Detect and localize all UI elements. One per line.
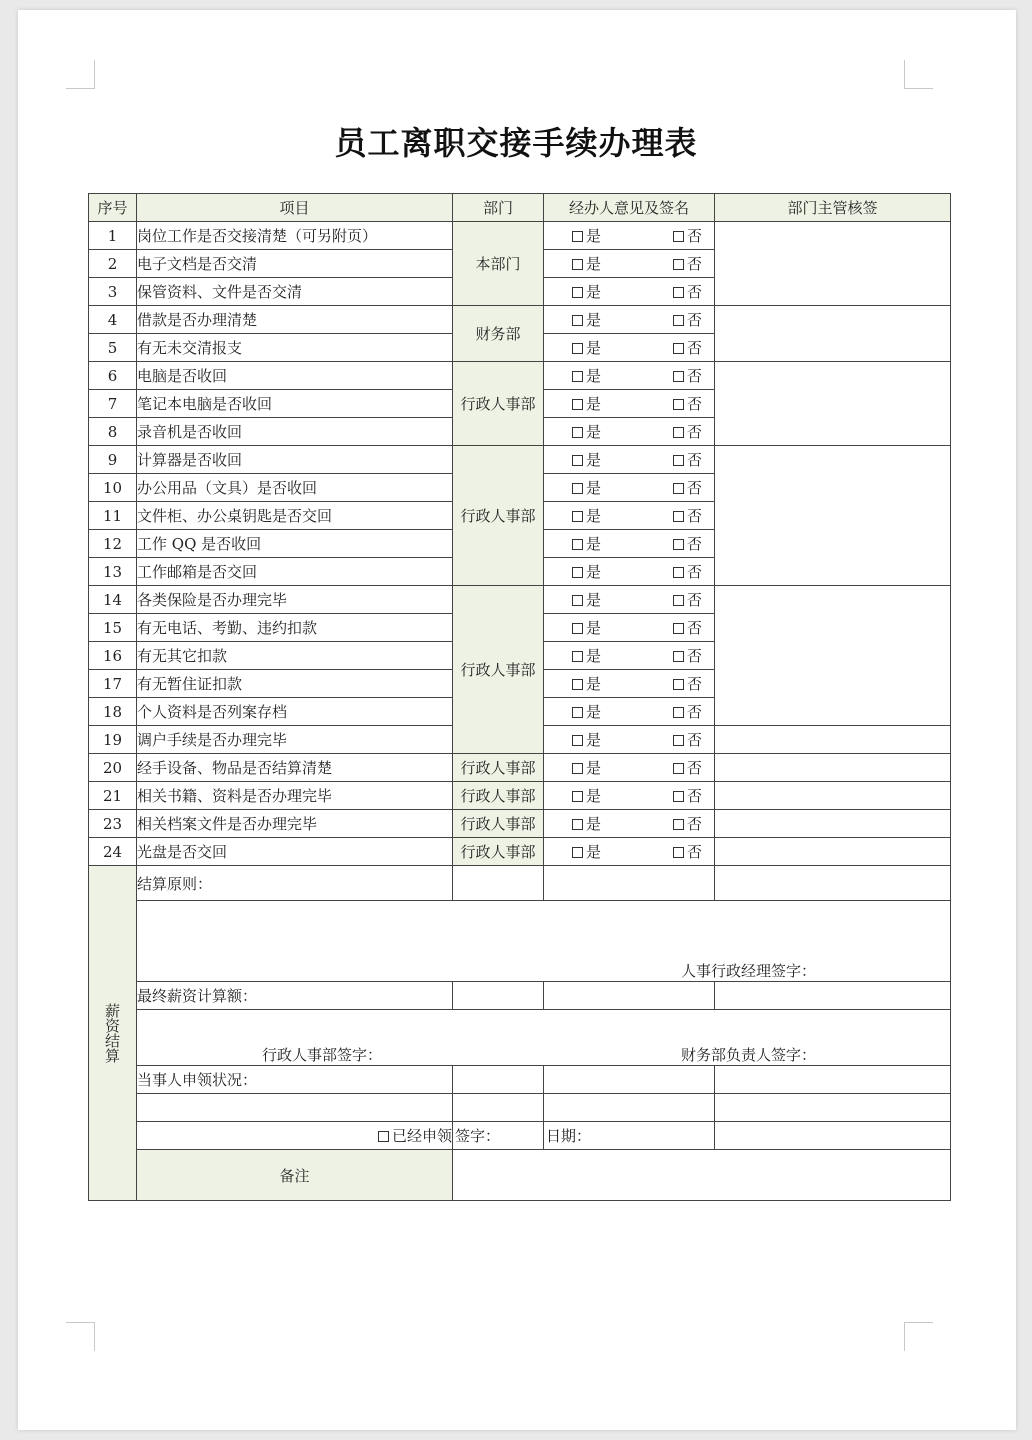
no-checkbox[interactable]: [673, 399, 684, 410]
row-number: 18: [89, 698, 137, 726]
yes-option[interactable]: 是: [572, 729, 601, 750]
yes-checkbox[interactable]: [572, 231, 583, 242]
row-number: 14: [89, 586, 137, 614]
row-opinion: [544, 670, 715, 698]
yes-checkbox[interactable]: [572, 791, 583, 802]
table-row: [89, 782, 951, 810]
row-number: 1: [89, 222, 137, 250]
no-checkbox[interactable]: [673, 259, 684, 270]
no-option[interactable]: 否: [673, 421, 702, 442]
yes-checkbox[interactable]: [572, 735, 583, 746]
row-number: 17: [89, 670, 137, 698]
yes-checkbox[interactable]: [572, 511, 583, 522]
yes-option[interactable]: 是: [572, 561, 601, 582]
row-number: 15: [89, 614, 137, 642]
row-item: 各类保险是否办理完毕: [137, 586, 453, 614]
no-option[interactable]: 否: [673, 589, 702, 610]
no-option[interactable]: 否: [673, 505, 702, 526]
row-opinion: [544, 586, 715, 614]
table-row: [89, 838, 951, 866]
row-item: 调户手续是否办理完毕: [137, 726, 453, 754]
yes-checkbox[interactable]: [572, 623, 583, 634]
row-number: 7: [89, 390, 137, 418]
yes-option[interactable]: 是: [572, 701, 601, 722]
row-number: 19: [89, 726, 137, 754]
row-number: 13: [89, 558, 137, 586]
yes-option[interactable]: 是: [572, 505, 601, 526]
yes-option[interactable]: 是: [572, 785, 601, 806]
salary-section-label: 薪资结算: [89, 866, 137, 1201]
row-number: 12: [89, 530, 137, 558]
no-checkbox[interactable]: [673, 231, 684, 242]
row-opinion: [544, 782, 715, 810]
no-checkbox[interactable]: [673, 623, 684, 634]
department-signatures-row: [137, 1010, 951, 1066]
yes-option[interactable]: 是: [572, 337, 601, 358]
row-opinion: [544, 810, 715, 838]
row-opinion: [544, 362, 715, 390]
row-opinion: [544, 278, 715, 306]
header-item: 项目: [137, 194, 453, 222]
yes-checkbox[interactable]: [572, 259, 583, 270]
row-item: 计算器是否收回: [137, 446, 453, 474]
yes-option[interactable]: 是: [572, 225, 601, 246]
row-dept: 行政人事部: [453, 362, 544, 446]
yes-checkbox[interactable]: [572, 595, 583, 606]
no-checkbox[interactable]: [673, 819, 684, 830]
yes-checkbox[interactable]: [572, 343, 583, 354]
row-item: 工作 QQ 是否收回: [137, 530, 453, 558]
yes-checkbox[interactable]: [572, 847, 583, 858]
row-item: 有无暂住证扣款: [137, 670, 453, 698]
row-item: 借款是否办理清楚: [137, 306, 453, 334]
row-opinion: [544, 502, 715, 530]
yes-option[interactable]: 是: [572, 813, 601, 834]
no-checkbox[interactable]: [673, 679, 684, 690]
review-signature-cell[interactable]: [715, 782, 951, 810]
row-item: 电子文档是否交清: [137, 250, 453, 278]
row-item: 有无其它扣款: [137, 642, 453, 670]
row-number: 4: [89, 306, 137, 334]
yes-checkbox[interactable]: [572, 287, 583, 298]
row-number: 3: [89, 278, 137, 306]
claimed-label: 已经申领: [391, 1127, 452, 1145]
row-item: 办公用品（文具）是否收回: [137, 474, 453, 502]
no-option[interactable]: 否: [673, 757, 702, 778]
yes-checkbox[interactable]: [572, 371, 583, 382]
form-title: 员工离职交接手续办理表: [334, 124, 698, 162]
row-item: 工作邮箱是否交回: [137, 558, 453, 586]
row-item: 经手设备、物品是否结算清楚: [137, 754, 453, 782]
review-signature-cell[interactable]: [715, 446, 951, 586]
header-row: [89, 194, 951, 222]
yes-checkbox[interactable]: [572, 483, 583, 494]
admin-hr-signature-label: 行政人事部签字：: [262, 1046, 383, 1064]
review-signature-cell[interactable]: [715, 362, 951, 446]
no-option[interactable]: 否: [673, 841, 702, 862]
yes-option[interactable]: 是: [572, 477, 601, 498]
yes-option[interactable]: 是: [572, 673, 601, 694]
row-item: 有无未交清报支: [137, 334, 453, 362]
row-opinion: [544, 642, 715, 670]
yes-checkbox[interactable]: [572, 763, 583, 774]
no-checkbox[interactable]: [673, 791, 684, 802]
row-number: 23: [89, 810, 137, 838]
yes-checkbox[interactable]: [572, 819, 583, 830]
row-dept: 财务部: [453, 306, 544, 362]
row-opinion: [544, 614, 715, 642]
claim-date-label: 日期：: [544, 1122, 715, 1150]
header-no: 序号: [89, 194, 137, 222]
yes-option[interactable]: 是: [572, 281, 601, 302]
review-signature-cell[interactable]: [715, 222, 951, 306]
row-opinion: [544, 222, 715, 250]
salary-principle-label: 结算原则：: [137, 866, 453, 901]
row-number: 9: [89, 446, 137, 474]
table-row: [89, 754, 951, 782]
no-option[interactable]: 否: [673, 673, 702, 694]
no-checkbox[interactable]: [673, 707, 684, 718]
no-option[interactable]: 否: [673, 561, 702, 582]
yes-option[interactable]: 是: [572, 533, 601, 554]
header-review: 部门主管核签: [715, 194, 951, 222]
no-checkbox[interactable]: [673, 539, 684, 550]
review-signature-cell[interactable]: [715, 810, 951, 838]
row-opinion: [544, 446, 715, 474]
row-item: 相关书籍、资料是否办理完毕: [137, 782, 453, 810]
row-dept: 本部门: [453, 222, 544, 306]
row-dept: 行政人事部: [453, 754, 544, 782]
no-option[interactable]: 否: [673, 225, 702, 246]
yes-option[interactable]: 是: [572, 589, 601, 610]
crop-mark-bottom-left: [66, 1322, 95, 1351]
crop-mark-top-right: [904, 60, 933, 89]
yes-checkbox[interactable]: [572, 455, 583, 466]
yes-checkbox[interactable]: [572, 539, 583, 550]
no-option[interactable]: 否: [673, 309, 702, 330]
no-checkbox[interactable]: [673, 847, 684, 858]
no-option[interactable]: 否: [673, 365, 702, 386]
row-opinion: [544, 250, 715, 278]
no-option[interactable]: 否: [673, 337, 702, 358]
no-option[interactable]: 否: [673, 729, 702, 750]
row-number: 2: [89, 250, 137, 278]
row-opinion: [544, 334, 715, 362]
row-item: 个人资料是否列案存档: [137, 698, 453, 726]
no-option[interactable]: 否: [673, 533, 702, 554]
no-checkbox[interactable]: [673, 595, 684, 606]
no-option[interactable]: 否: [673, 253, 702, 274]
yes-checkbox[interactable]: [572, 427, 583, 438]
row-number: 20: [89, 754, 137, 782]
row-dept: 行政人事部: [453, 446, 544, 586]
remarks-label: 备注: [137, 1150, 453, 1201]
no-option[interactable]: 否: [673, 813, 702, 834]
no-checkbox[interactable]: [673, 287, 684, 298]
no-option[interactable]: 否: [673, 393, 702, 414]
no-option[interactable]: 否: [673, 701, 702, 722]
row-item: 保管资料、文件是否交清: [137, 278, 453, 306]
row-opinion: [544, 698, 715, 726]
yes-option[interactable]: 是: [572, 253, 601, 274]
yes-checkbox[interactable]: [572, 399, 583, 410]
no-option[interactable]: 否: [673, 645, 702, 666]
yes-checkbox[interactable]: [572, 707, 583, 718]
row-number: 24: [89, 838, 137, 866]
row-number: 8: [89, 418, 137, 446]
no-checkbox[interactable]: [673, 343, 684, 354]
no-checkbox[interactable]: [673, 735, 684, 746]
table-row: [89, 222, 951, 250]
yes-option[interactable]: 是: [572, 645, 601, 666]
row-item: 笔记本电脑是否收回: [137, 390, 453, 418]
row-number: 5: [89, 334, 137, 362]
review-signature-cell[interactable]: [715, 306, 951, 362]
row-opinion: [544, 390, 715, 418]
yes-checkbox[interactable]: [572, 679, 583, 690]
review-signature-cell[interactable]: [715, 586, 951, 726]
row-item: 电脑是否收回: [137, 362, 453, 390]
row-opinion: [544, 754, 715, 782]
row-dept: 行政人事部: [453, 838, 544, 866]
table-row: [89, 586, 951, 614]
claimed-option[interactable]: [137, 1122, 453, 1150]
no-checkbox[interactable]: [673, 483, 684, 494]
review-signature-cell[interactable]: [715, 726, 951, 754]
row-item: 岗位工作是否交接清楚（可另附页）: [137, 222, 453, 250]
no-checkbox[interactable]: [673, 455, 684, 466]
row-opinion: [544, 418, 715, 446]
row-number: 16: [89, 642, 137, 670]
row-number: 11: [89, 502, 137, 530]
row-dept: 行政人事部: [453, 586, 544, 754]
table-row: [89, 306, 951, 334]
yes-option[interactable]: 是: [572, 393, 601, 414]
no-option[interactable]: 否: [673, 449, 702, 470]
review-signature-cell[interactable]: [715, 838, 951, 866]
hr-manager-signature-label: 人事行政经理签字：: [137, 901, 951, 982]
crop-mark-bottom-right: [904, 1322, 933, 1351]
final-salary-label: 最终薪资计算额：: [137, 982, 453, 1010]
row-opinion: [544, 306, 715, 334]
header-opinion: 经办人意见及签名: [544, 194, 715, 222]
row-item: 光盘是否交回: [137, 838, 453, 866]
yes-option[interactable]: 是: [572, 309, 601, 330]
no-checkbox[interactable]: [673, 651, 684, 662]
no-checkbox[interactable]: [673, 427, 684, 438]
row-dept: 行政人事部: [453, 810, 544, 838]
claim-status-label: 当事人申领状况：: [137, 1066, 453, 1094]
row-item: 录音机是否收回: [137, 418, 453, 446]
header-dept: 部门: [453, 194, 544, 222]
yes-option[interactable]: 是: [572, 841, 601, 862]
no-option[interactable]: 否: [673, 281, 702, 302]
row-opinion: [544, 838, 715, 866]
no-checkbox[interactable]: [673, 567, 684, 578]
row-opinion: [544, 558, 715, 586]
no-option[interactable]: 否: [673, 477, 702, 498]
table-row: [89, 446, 951, 474]
row-item: 相关档案文件是否办理完毕: [137, 810, 453, 838]
no-option[interactable]: 否: [673, 785, 702, 806]
crop-mark-top-left: [66, 60, 95, 89]
row-number: 21: [89, 782, 137, 810]
row-item: 有无电话、考勤、违约扣款: [137, 614, 453, 642]
remarks-field[interactable]: [453, 1150, 951, 1201]
no-option[interactable]: 否: [673, 617, 702, 638]
no-checkbox[interactable]: [673, 763, 684, 774]
review-signature-cell[interactable]: [715, 754, 951, 782]
no-checkbox[interactable]: [673, 371, 684, 382]
row-number: 10: [89, 474, 137, 502]
row-opinion: [544, 474, 715, 502]
handover-table: [88, 193, 951, 1201]
yes-option[interactable]: 是: [572, 757, 601, 778]
yes-option[interactable]: 是: [572, 449, 601, 470]
table-row: [89, 362, 951, 390]
yes-checkbox[interactable]: [572, 315, 583, 326]
no-checkbox[interactable]: [673, 315, 684, 326]
row-opinion: [544, 530, 715, 558]
claim-signature-label: 签字：: [453, 1122, 544, 1150]
yes-checkbox[interactable]: [572, 651, 583, 662]
row-number: 6: [89, 362, 137, 390]
yes-checkbox[interactable]: [572, 567, 583, 578]
salary-section: [89, 866, 951, 1201]
finance-signature-label: 财务部负责人签字：: [680, 1046, 816, 1064]
yes-option[interactable]: 是: [572, 421, 601, 442]
row-opinion: [544, 726, 715, 754]
table-row: [89, 810, 951, 838]
no-checkbox[interactable]: [673, 511, 684, 522]
yes-option[interactable]: 是: [572, 617, 601, 638]
row-item: 文件柜、办公桌钥匙是否交回: [137, 502, 453, 530]
yes-option[interactable]: 是: [572, 365, 601, 386]
claimed-checkbox[interactable]: [378, 1131, 389, 1142]
row-dept: 行政人事部: [453, 782, 544, 810]
